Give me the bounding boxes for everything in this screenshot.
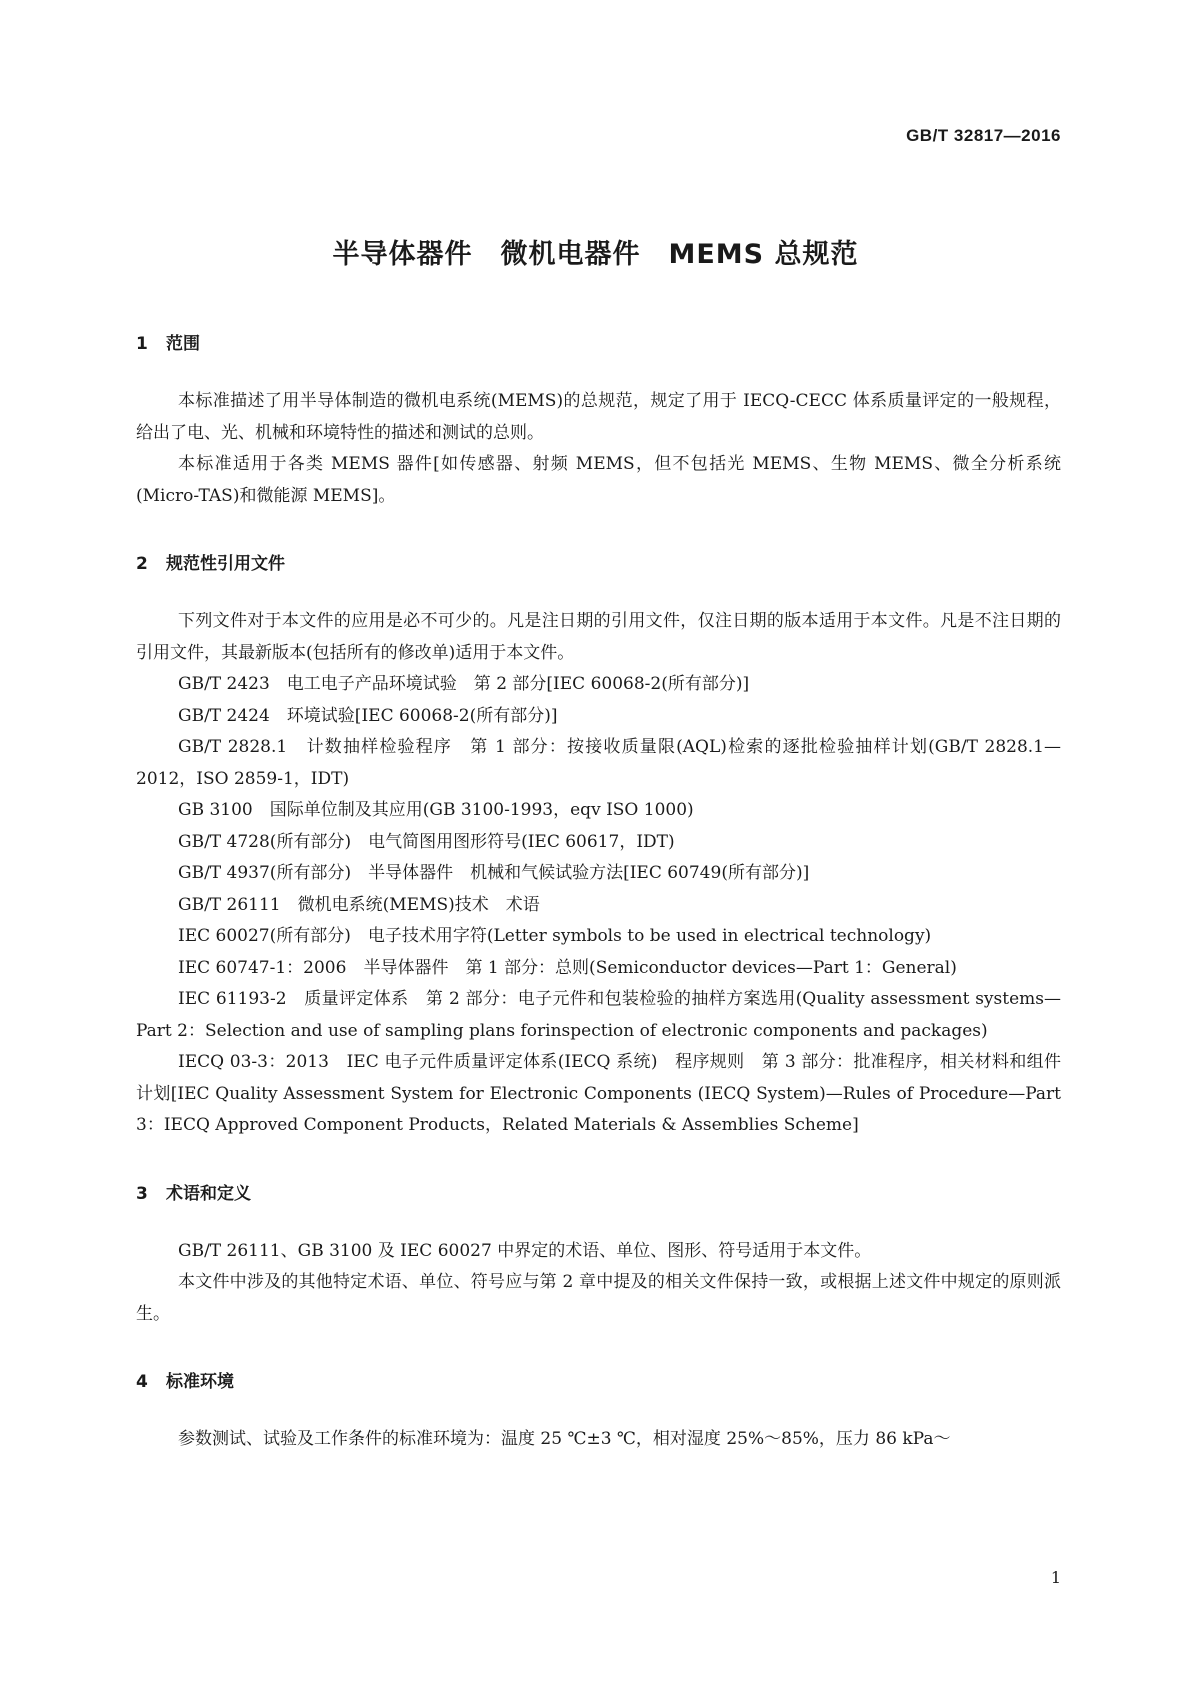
document-title: 半导体器件 微机电器件 MEMS 总规范: [332, 239, 859, 270]
reference-item: IEC 60747-1：2006 半导体器件 第 1 部分：总则(Semiconductor devices—Part 1：General): [178, 957, 957, 978]
document-body: [136, 332, 1061, 1456]
section-number: 1: [136, 334, 148, 354]
reference-item: GB/T 26111 微机电系统(MEMS)技术 术语: [178, 894, 540, 915]
section-title: 标准环境: [166, 1372, 234, 1392]
section-normative-references: [136, 552, 1061, 1142]
section-heading: [136, 552, 1061, 576]
section-title: 范围: [166, 334, 200, 354]
reference-item: IEC 60027(所有部分) 电子技术用字符(Letter symbols to be used in electrical technology): [178, 926, 932, 946]
section-scope: [136, 332, 1061, 512]
reference-item: GB/T 4728(所有部分) 电气简图用图形符号(IEC 60617，IDT): [178, 831, 675, 852]
section-title: 规范性引用文件: [166, 554, 285, 574]
section-number: 2: [136, 554, 148, 574]
section-terms-definitions: [136, 1182, 1061, 1331]
section-standard-environment: [136, 1370, 1061, 1456]
section-number: 3: [136, 1183, 148, 1204]
reference-item: GB/T 4937(所有部分) 半导体器件 机械和气候试验方法[IEC 60749(所有部分)]: [178, 863, 810, 883]
standard-code: GB/T 32817—2016: [906, 126, 1061, 145]
paragraph: 本标准适用于各类 MEMS 器件[如传感器、射频 MEMS，但不包括光 MEMS、生物 MEMS、微全分析系统(Micro-TAS)和微能源 MEMS]。: [136, 454, 1061, 506]
section-heading: [136, 332, 1061, 356]
reference-item: GB/T 2828.1 计数抽样检验程序 第 1 部分：按接收质量限(AQL)检索的逐批检验抽样计划(GB/T 2828.1—2012，ISO 2859-1，IDT): [136, 737, 1061, 789]
reference-item: GB 3100 国际单位制及其应用(GB 3100-1993，eqv ISO 1000): [178, 800, 694, 820]
section-heading: [136, 1370, 1061, 1394]
paragraph: 本文件中涉及的其他特定术语、单位、符号应与第 2 章中提及的相关文件保持一致，或根据上述文件中规定的原则派生。: [136, 1272, 1061, 1324]
paragraph: 下列文件对于本文件的应用是必不可少的。凡是注日期的引用文件，仅注日期的版本适用于本文件。凡是不注日期的引用文件，其最新版本(包括所有的修改单)适用于本文件。: [136, 611, 1061, 663]
section-number: 4: [136, 1372, 148, 1392]
paragraph: 参数测试、试验及工作条件的标准环境为：温度 25 ℃±3 ℃，相对湿度 25%～85%，压力 86 kPa～: [178, 1429, 951, 1449]
reference-item: GB/T 2423 电工电子产品环境试验 第 2 部分[IEC 60068-2(所有部分)]: [178, 674, 750, 694]
reference-item: IECQ 03-3：2013 IEC 电子元件质量评定体系(IECQ 系统) 程序规则 第 3 部分：批准程序，相关材料和组件计划[IEC Quality Assessment System for Electronic Components (IECQ System)—Rules of Procedure—Part 3：IECQ Approved Component Products，Related Materials & Assemblies Scheme]: [136, 1052, 1061, 1135]
reference-item: IEC 61193-2 质量评定体系 第 2 部分：电子元件和包装检验的抽样方案选用(Quality assessment systems—Part 2：Selection and use of sampling plans forinspection of electronic components and packages): [136, 989, 1061, 1041]
paragraph: GB/T 26111、GB 3100 及 IEC 60027 中界定的术语、单位、图形、符号适用于本文件。: [178, 1240, 872, 1261]
section-heading: [136, 1182, 1061, 1206]
paragraph: 本标准描述了用半导体制造的微机电系统(MEMS)的总规范，规定了用于 IECQ-CECC 体系质量评定的一般规程，给出了电、光、机械和环境特性的描述和测试的总则。: [136, 391, 1061, 443]
section-title: 术语和定义: [166, 1183, 251, 1204]
reference-item: GB/T 2424 环境试验[IEC 60068-2(所有部分)]: [178, 705, 558, 726]
page-number: 1: [1050, 1568, 1061, 1587]
